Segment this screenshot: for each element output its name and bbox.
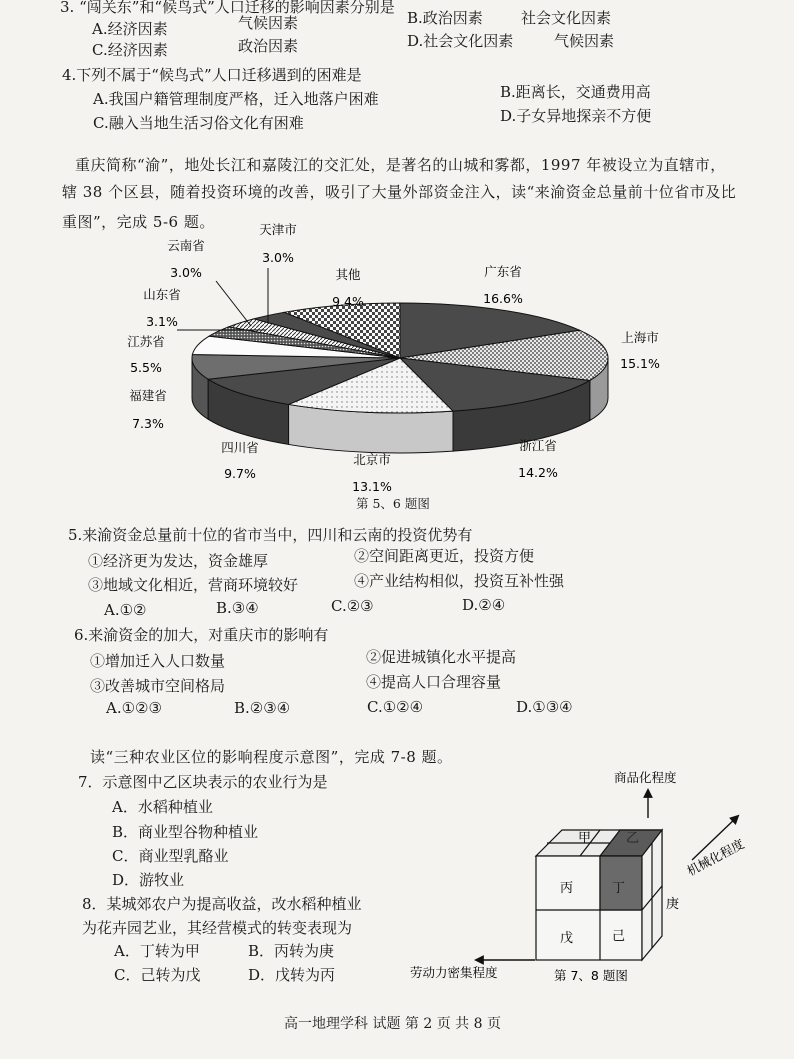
agriculture-location-cube-diagram — [400, 770, 794, 995]
intro-56-line2: 辖 38 个区县，随着投资环境的改善，吸引了大量外部资金注入，读“来渝资金总量前十位省市及比 — [62, 183, 737, 201]
cell-geng: 庚 — [666, 897, 680, 912]
q5-stem: 5.来渝资金总量前十位的省市当中，四川和云南的投资优势有 — [68, 526, 473, 544]
q3-option-c-second: 政治因素 — [238, 37, 299, 55]
cube-caption: 第 7、8 题图 — [554, 968, 628, 983]
q8-option-b: B．丙转为庚 — [248, 942, 335, 960]
q4-option-c: C.融入当地生活习俗文化有困难 — [93, 114, 304, 132]
q5-option-c: C.②③ — [331, 597, 374, 615]
q8-option-c: C．己转为戊 — [114, 966, 201, 984]
cell-bing: 丙 — [560, 881, 574, 896]
axis-left-label: 劳动力密集程度 — [410, 965, 498, 980]
page-footer: 高一地理学科 试题 第 2 页 共 8 页 — [284, 1016, 501, 1032]
q6-option-d: D.①③④ — [516, 698, 573, 716]
q3-option-b: B.政治因素 — [407, 9, 483, 27]
q7-option-c: C．商业型乳酪业 — [112, 847, 229, 865]
q3-option-b-second: 社会文化因素 — [521, 9, 612, 27]
pie-chart — [0, 0, 794, 520]
q5-option-d: D.②④ — [462, 596, 506, 614]
pie-leader-8 — [216, 281, 251, 326]
pie-value-4: 9.7% — [224, 466, 256, 481]
q3-option-d: D.社会文化因素 — [407, 32, 514, 50]
q6-item-4: ④提高人口合理容量 — [366, 673, 502, 691]
q5-item-3: ③地域文化相近，营商环境较好 — [88, 576, 299, 594]
pie-value-5: 7.3% — [132, 416, 164, 431]
intro-56-line3: 重图”，完成 5-6 题。 — [62, 213, 215, 231]
q7-option-a: A．水稻种植业 — [112, 798, 213, 816]
q3-stem: 3. “闯关东”和“候鸟式”人口迁移的影响因素分别是 — [60, 0, 395, 16]
cell-yi: 乙 — [626, 831, 640, 846]
intro-78: 读“三种农业区位的影响程度示意图”，完成 7-8 题。 — [90, 748, 453, 766]
q6-stem: 6.来渝资金的加大，对重庆市的影响有 — [74, 626, 329, 644]
pie-label-10: 其他 — [335, 267, 361, 282]
q6-item-2: ②促进城镇化水平提高 — [366, 648, 517, 666]
pie-label-9: 天津市 — [259, 222, 297, 237]
pie-tops — [192, 303, 608, 413]
q3-option-a-second: 气候因素 — [238, 14, 299, 32]
q6-option-a: A.①②③ — [106, 699, 162, 717]
pie-label-8: 云南省 — [167, 238, 205, 253]
pie-value-0: 16.6% — [483, 291, 523, 306]
pie-label-4: 四川省 — [221, 440, 259, 455]
q7-option-d: D．游牧业 — [112, 871, 185, 889]
q6-item-1: ①增加迁入人口数量 — [90, 652, 226, 670]
q6-option-c: C.①②④ — [367, 698, 424, 716]
pie-caption: 第 5、6 题图 — [356, 496, 430, 511]
pie-label-0: 广东省 — [484, 264, 522, 279]
pie-value-9: 3.0% — [262, 250, 294, 265]
q4-option-a: A.我国户籍管理制度严格，迁入地落户困难 — [93, 90, 379, 108]
cell-ji: 己 — [612, 929, 626, 944]
q8-stem-line1: 8．某城郊农户为提高收益，改水稻种植业 — [82, 895, 362, 913]
q5-item-4: ④产业结构相似，投资互补性强 — [354, 572, 565, 590]
pie-value-6: 5.5% — [130, 360, 162, 375]
pie-value-10: 9.4% — [332, 294, 364, 309]
q8-option-d: D．戊转为丙 — [248, 966, 336, 984]
pie-label-2: 浙江省 — [519, 438, 557, 453]
pie-label-5: 福建省 — [129, 388, 167, 403]
q5-option-b: B.③④ — [216, 599, 259, 617]
axis-right-label: 机械化程度 — [684, 836, 747, 879]
q5-item-2: ②空间距离更近，投资方便 — [354, 547, 535, 565]
intro-56-line1: 重庆简称“渝”，地处长江和嘉陵江的交汇处，是著名的山城和雾都，1997 年被设立为直辖市， — [75, 156, 726, 174]
pie-label-1: 上海市 — [621, 330, 659, 345]
pie-value-2: 14.2% — [518, 465, 558, 480]
q7-option-b: B．商业型谷物种植业 — [112, 823, 259, 841]
pie-label-3: 北京市 — [353, 452, 391, 467]
q3-option-c: C.经济因素 — [92, 41, 168, 59]
q7-stem: 7．示意图中乙区块表示的农业行为是 — [78, 773, 328, 791]
q8-option-a: A．丁转为甲 — [114, 942, 200, 960]
axis-up-label: 商品化程度 — [614, 770, 677, 785]
q8-stem-line2: 为花卉园艺业，其经营模式的转变表现为 — [82, 919, 353, 937]
q4-option-d: D.子女异地探亲不方便 — [500, 107, 652, 125]
cell-wu: 戊 — [560, 931, 574, 946]
q3-option-d-second: 气候因素 — [554, 32, 615, 50]
q6-item-3: ③改善城市空间格局 — [90, 677, 226, 695]
q3-option-a: A.经济因素 — [92, 20, 168, 38]
q5-option-a: A.①② — [104, 601, 147, 619]
q4-option-b: B.距离长，交通费用高 — [500, 83, 651, 101]
pie-label-6: 江苏省 — [127, 334, 165, 349]
q4-stem: 4.下列不属于“候鸟式”人口迁移遇到的困难是 — [62, 66, 362, 84]
q6-option-b: B.②③④ — [234, 699, 291, 717]
q5-item-1: ①经济更为发达，资金雄厚 — [88, 552, 269, 570]
pie-label-7: 山东省 — [143, 287, 181, 302]
pie-value-7: 3.1% — [146, 314, 178, 329]
pie-value-3: 13.1% — [352, 479, 392, 494]
cell-jia: 甲 — [578, 831, 592, 846]
pie-value-1: 15.1% — [620, 356, 660, 371]
pie-value-8: 3.0% — [170, 265, 202, 280]
cell-ding: 丁 — [612, 881, 626, 896]
